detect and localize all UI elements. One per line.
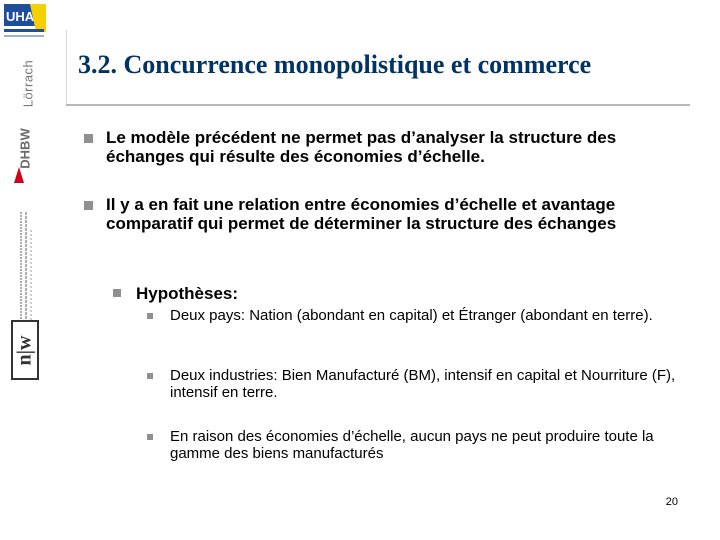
dhbw-red-mark-icon (12, 165, 26, 183)
bullet-marker-2 (84, 201, 93, 210)
nw-logo (3, 320, 43, 382)
sub-bullet-text-3: En raison des économies d’échelle, aucun pays ne peut produire toute la gamme des biens manufacturés (170, 428, 654, 462)
sub-heading: Hypothèses: (136, 284, 239, 303)
bullet-text-2: Il y a en fait une relation entre économies d’échelle et avantage comparatif qui permet de déterminer la structure des échanges (106, 195, 617, 233)
sub-bullet-marker-3 (147, 434, 153, 440)
nw-logo-box: n|w (11, 320, 39, 380)
uha-logo-icon (2, 2, 46, 42)
page-number: 20 (665, 496, 678, 508)
title-vertical-divider (66, 30, 67, 106)
lorrach-label: Lörrach (20, 59, 36, 107)
bullet-marker-1 (84, 134, 93, 143)
sub-bullet-text-1: Deux pays: Nation (abondant en capital) et Étranger (abondant en terre). (170, 307, 653, 324)
sub-bullet-marker-2 (147, 373, 153, 379)
sub-bullet-text-2: Deux industries: Bien Manufacturé (BM), intensif en capital et Nourriture (F), intensif en terre. (170, 367, 676, 401)
sub-bullet-marker-1 (147, 313, 153, 319)
title-divider (66, 104, 690, 106)
dhbw-logo-text: DHBW (17, 127, 33, 169)
fhnw-text-icon (14, 200, 40, 340)
uha-logo-text: UHA (6, 9, 35, 24)
bullet-text-1: Le modèle précédent ne permet pas d’analyser la structure des échanges qui résulte des économies d’échelle. (106, 128, 617, 166)
sub-heading-marker (113, 289, 121, 297)
page-title: 3.2. Concurrence monopolistique et commerce (78, 50, 592, 79)
sidebar-logos (0, 0, 46, 540)
